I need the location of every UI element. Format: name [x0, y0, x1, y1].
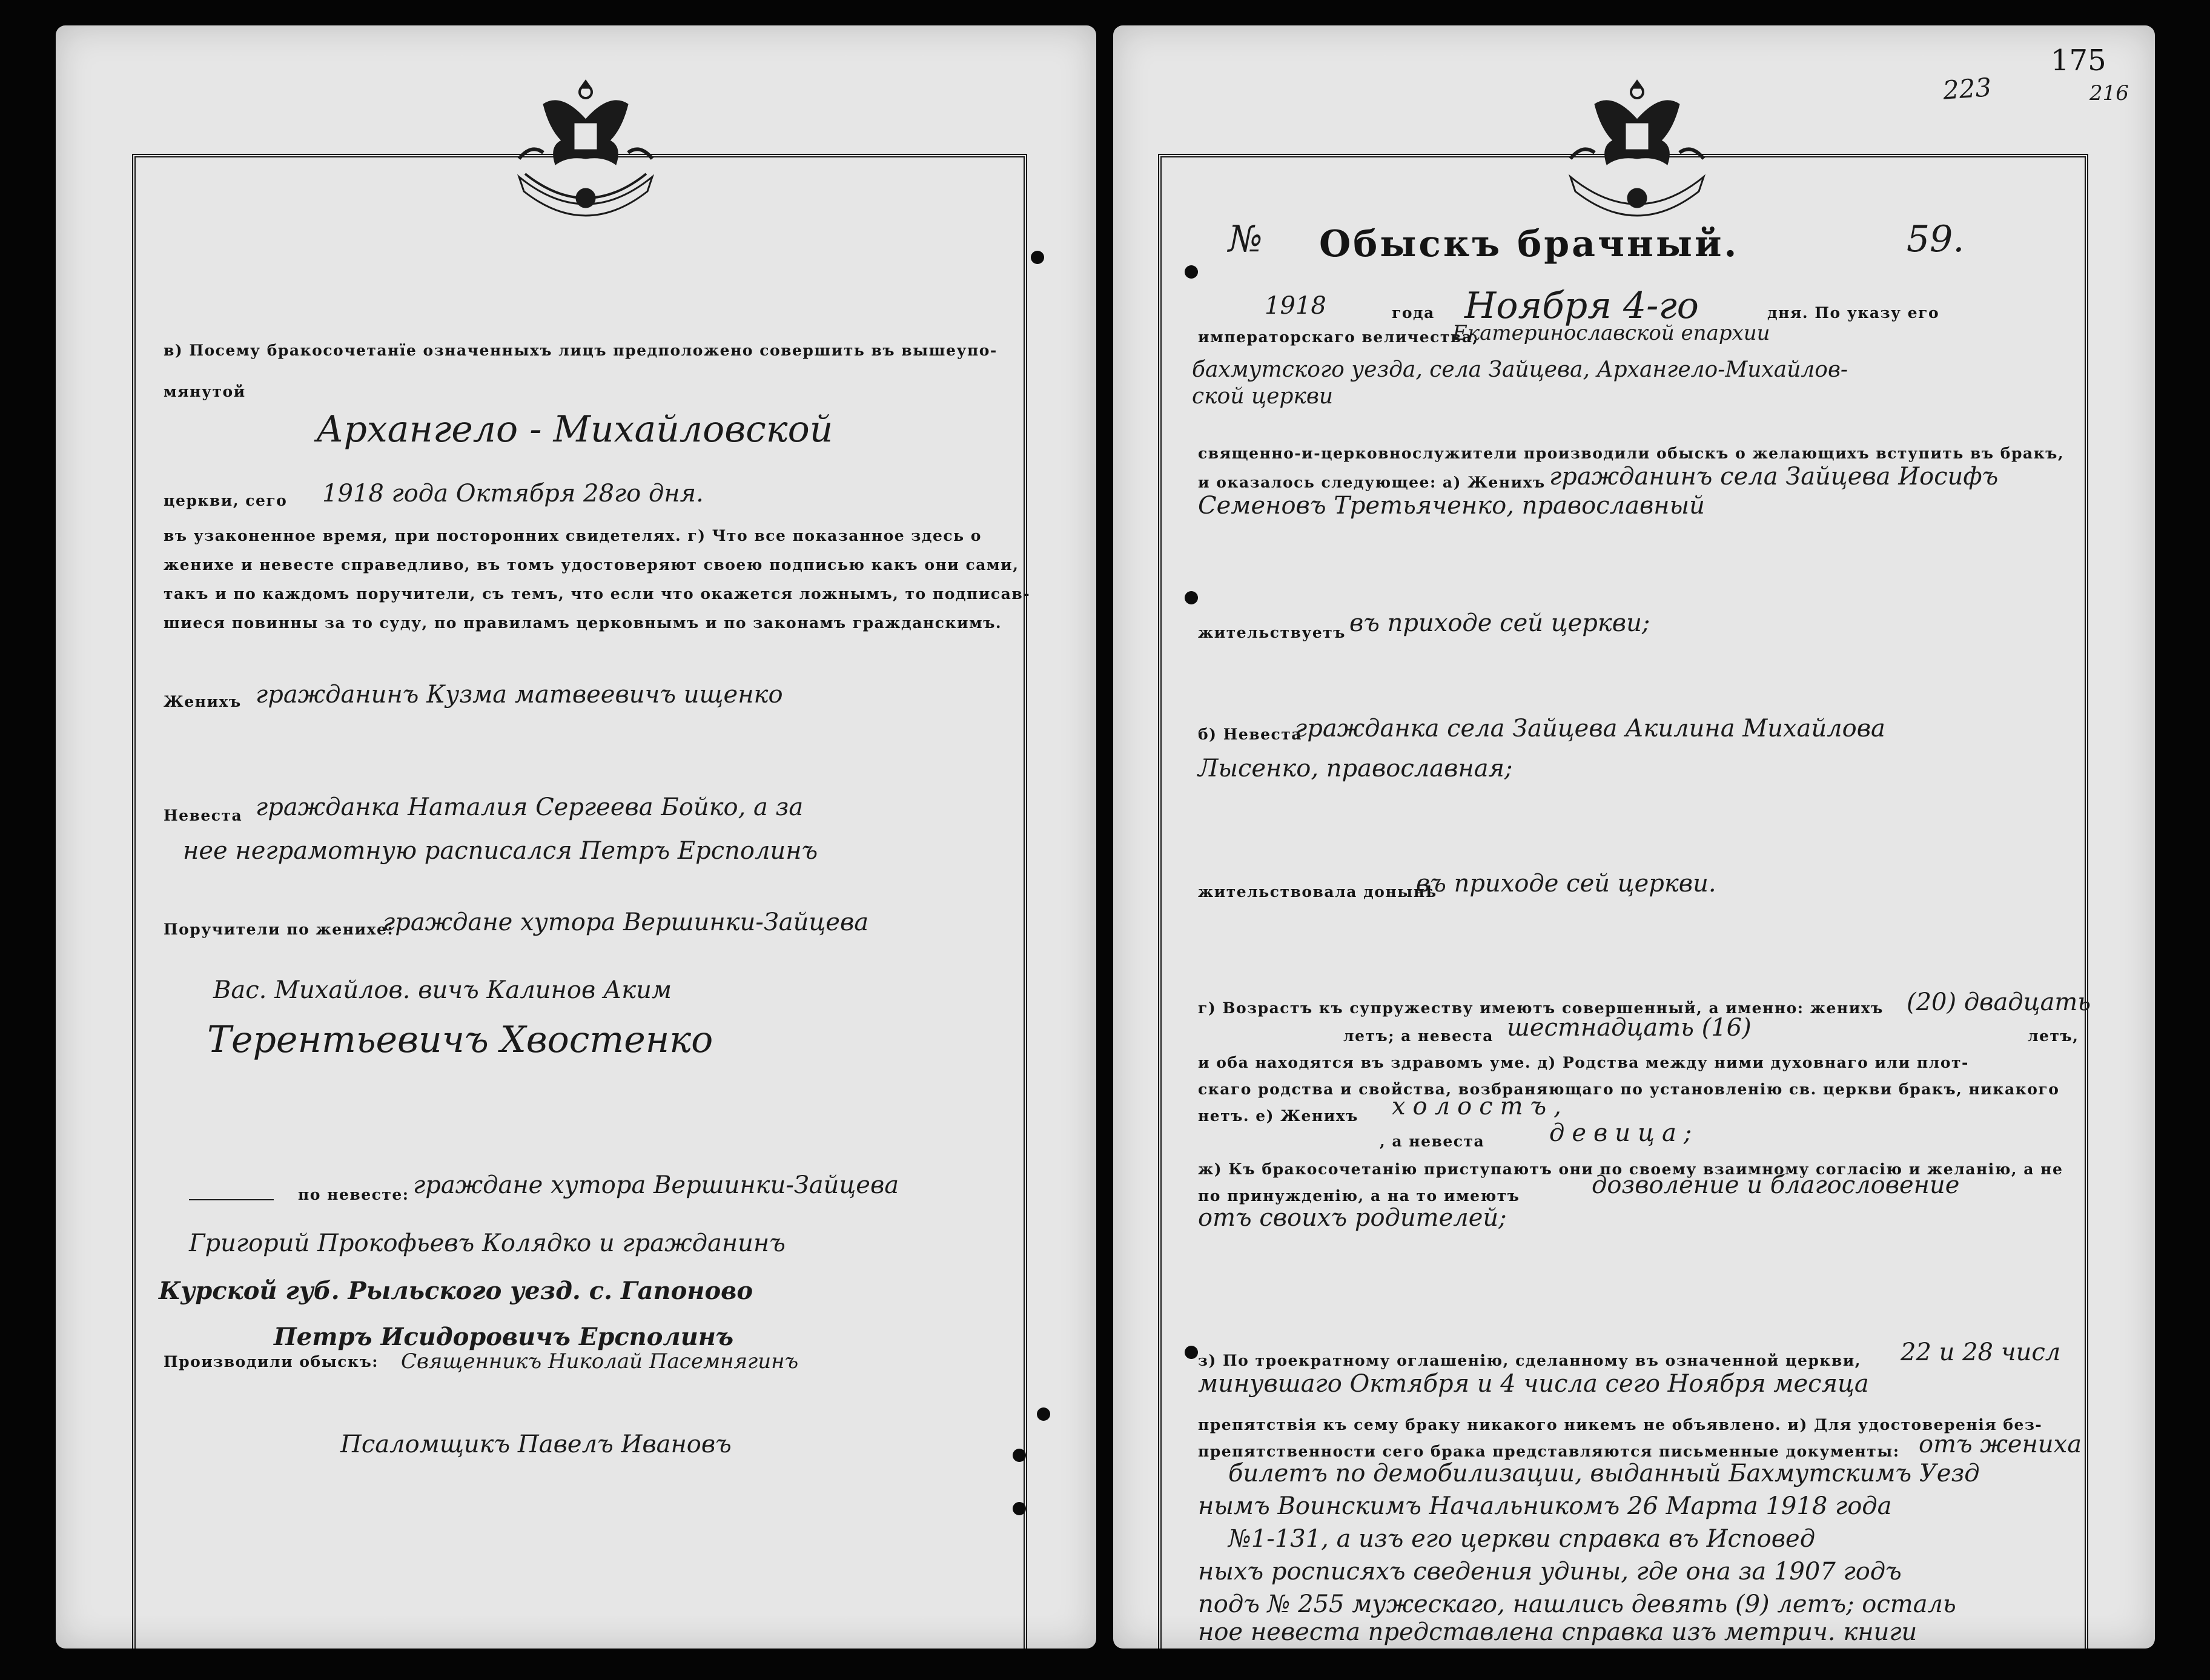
page-frame	[132, 154, 1027, 1649]
date-year-label: года	[1392, 304, 1435, 322]
page-number: 175	[2051, 44, 2106, 78]
statement-line-2: женихе и невесте справедливо, въ томъ удостоверяют своею подписью какъ они сами,	[164, 556, 1019, 574]
date-intro-cont: дня. По указу его	[1767, 304, 1940, 322]
found-line: и оказалось следующее: а) Женихъ	[1198, 474, 1546, 491]
right-page	[1113, 25, 2155, 1649]
sureties-bride-label: по невесте:	[298, 1186, 409, 1203]
clause-v-text: в) Посему бракосочетанїе означенныхъ лицъ предположено совершить въ вышеупо-	[164, 342, 997, 359]
groom-description-line-2: Семеновъ Третьяченко, православный	[1198, 492, 1705, 520]
age-line-3: и оба находятся въ здравомъ уме. д) Родства между ними духовнаго или плот-	[1198, 1054, 1969, 1071]
archive-number-secondary: 216	[2089, 81, 2129, 105]
binding-hole	[1037, 1407, 1050, 1421]
groom-residence-label: жительствуетъ	[1198, 624, 1346, 641]
date-month-day: Ноября 4-го	[1464, 285, 1699, 327]
sureties-groom-line-2: Вас. Михайлов. вичъ Калинов Аким	[213, 976, 672, 1004]
search-signature-priest: Священникъ Николай Пасемнягинъ	[401, 1349, 799, 1374]
bride-residence-label: жительствовала донынѣ	[1198, 883, 1437, 901]
binding-hole	[1013, 1502, 1026, 1515]
age-bride: шестнадцать (16)	[1507, 1014, 1752, 1042]
search-label: Производили обыскъ:	[164, 1353, 379, 1371]
archive-number: 223	[1942, 72, 1993, 105]
banns-handwritten: минувшаго Октября и 4 числа сего Ноября месяца	[1198, 1370, 1869, 1398]
sureties-groom-line-3: Терентьевичъ Хвостенко	[207, 1019, 713, 1061]
age-groom: (20) двадцать	[1907, 988, 2091, 1016]
consent-line-1: ж) Къ бракосочетанію приступаютъ они по своему взаимному согласію и желанію, а не	[1198, 1160, 2063, 1178]
clause-v-text-cont: мянутой	[164, 383, 246, 400]
left-page	[56, 25, 1096, 1649]
church-name: Архангело - Михайловской	[316, 408, 833, 451]
bride-status: девица;	[1549, 1119, 1699, 1147]
bride-residence: въ приходе сей церкви.	[1416, 870, 1716, 898]
imperial-eagle-emblem	[1558, 68, 1716, 219]
documents-handwritten-5: подъ № 255 мужескаго, нашлись девять (9) летъ; осталь	[1198, 1590, 1956, 1618]
bride-description-line-2: Лысенко, православная;	[1198, 755, 1513, 782]
bride-signature-line-1: гражданка Наталия Сергеева Бойко, а за	[256, 793, 804, 821]
church-label: церкви, сего	[164, 492, 288, 509]
sureties-bride-line-3: Курской губ. Рыльского уезд. с. Гапоново	[159, 1277, 753, 1305]
consent-handwritten-2: отъ своихъ родителей;	[1198, 1204, 1507, 1232]
sureties-bride-line-2: Григорий Прокофьевъ Колядко и гражданинъ	[189, 1229, 786, 1257]
documents-handwritten-2: нымъ Воинскимъ Начальникомъ 26 Марта 1918 года	[1198, 1492, 1892, 1520]
banns-line-1: з) По троекратному оглашенію, сделанному въ означенной церкви,	[1198, 1352, 1862, 1369]
documents-handwritten-6: ное невеста представлена справка изъ метрич. книги	[1198, 1618, 1917, 1646]
statement-line-3: такъ и по каждомъ поручители, съ темъ, что если что окажется ложнымъ, то подписав-	[164, 585, 1031, 603]
record-number: 59.	[1907, 218, 1965, 260]
diocese: Екатеринославской епархии	[1452, 321, 1770, 345]
age-years: летъ,	[2028, 1027, 2079, 1045]
sureties-groom-line-1: граждане хутора Вершинки-Зайцева	[383, 908, 869, 936]
sureties-groom-label: Поручители по женихе:	[164, 921, 394, 938]
bride-description-line-1: гражданка села Зайцева Акилина Михайлова	[1295, 715, 1885, 742]
age-line-2: летъ; а невеста	[1343, 1027, 1494, 1045]
church-date: 1918 года Октября 28го дня.	[322, 480, 704, 508]
groom-label: Женихъ	[164, 693, 242, 710]
bride-signature-line-2: нее неграмотную расписался Петръ Ерсполинъ	[183, 837, 818, 865]
age-line-1: г) Возрастъ къ супружеству имеютъ совершенный, а именно: женихъ	[1198, 999, 1884, 1017]
search-signature-psalmist: Псаломщикъ Павелъ Ивановъ	[340, 1430, 732, 1458]
impediment-line-2: препятственности сего брака представляются письменные документы:	[1198, 1443, 1900, 1460]
documents-handwritten-0: отъ жениха	[1919, 1430, 2082, 1458]
sureties-bride-line-1: граждане хутора Вершинки-Зайцева	[413, 1171, 899, 1199]
statement-line-1: въ узаконенное время, при посторонних свидетелях. г) Что все показанное здесь о	[164, 527, 982, 544]
groom-status: холостъ,	[1392, 1093, 1569, 1120]
documents-handwritten-4: ныхъ росписяхъ сведения удины, где она за 1907 годъ	[1198, 1558, 1902, 1586]
document-title: Обыскъ брачный.	[1319, 223, 1739, 265]
banns-dates: 22 и 28 числ	[1901, 1338, 2061, 1366]
binding-hole	[1185, 265, 1198, 279]
sureties-bride-line-4: Петръ Исидоровичъ Ерсполинъ	[274, 1323, 734, 1351]
documents-handwritten-3: №1-131, а изъ его церкви справка въ Исповед	[1228, 1525, 1816, 1553]
bride-status-label: , а невеста	[1380, 1133, 1485, 1150]
age-line-5: нетъ. е) Женихъ	[1198, 1107, 1358, 1125]
binding-hole	[1185, 1346, 1198, 1359]
binding-hole	[1031, 251, 1044, 264]
statement-line-4: шиеся повинны за то суду, по правиламъ церковнымъ и по законамъ гражданскимъ.	[164, 614, 1002, 632]
diocese-line-2: бахмутского уезда, села Зайцева, Архангело-Михайлов-	[1192, 357, 1848, 382]
majesty-text: императорскаго величества,	[1198, 328, 1479, 346]
groom-signature: гражданинъ Кузма матвеевичъ ищенко	[256, 681, 783, 709]
bride-label: б) Невеста	[1198, 726, 1302, 743]
impediment-line-1: препятствія къ сему браку никакого никемъ не объявлено. и) Для удостоверенія без-	[1198, 1416, 2043, 1434]
binding-hole	[1185, 591, 1198, 604]
date-year: 1918	[1265, 292, 1326, 320]
binding-hole	[1013, 1449, 1026, 1462]
imperial-eagle-emblem	[507, 68, 664, 219]
groom-description-line-1: гражданинъ села Зайцева Иосифъ	[1549, 463, 1999, 491]
documents-handwritten-1: билетъ по демобилизации, выданный Бахмутскимъ Уезд	[1228, 1460, 1980, 1487]
bride-label: Невеста	[164, 807, 243, 824]
clergy-line: священно-и-церковнослужители производили обыскъ о желающихъ вступить въ бракъ,	[1198, 445, 2065, 462]
age-line-4: скаго родства и свойства, возбраняющаго по установленію св. церкви бракъ, никакого	[1198, 1080, 2060, 1098]
blank-rule	[189, 1199, 274, 1200]
consent-line-2: по принужденію, а на то имеютъ	[1198, 1187, 1520, 1205]
diocese-line-3: ской церкви	[1192, 384, 1334, 409]
title-prefix: №	[1228, 218, 1263, 260]
consent-handwritten-1: дозволение и благословение	[1592, 1171, 1960, 1199]
groom-residence: въ приходе сей церкви;	[1349, 609, 1650, 637]
